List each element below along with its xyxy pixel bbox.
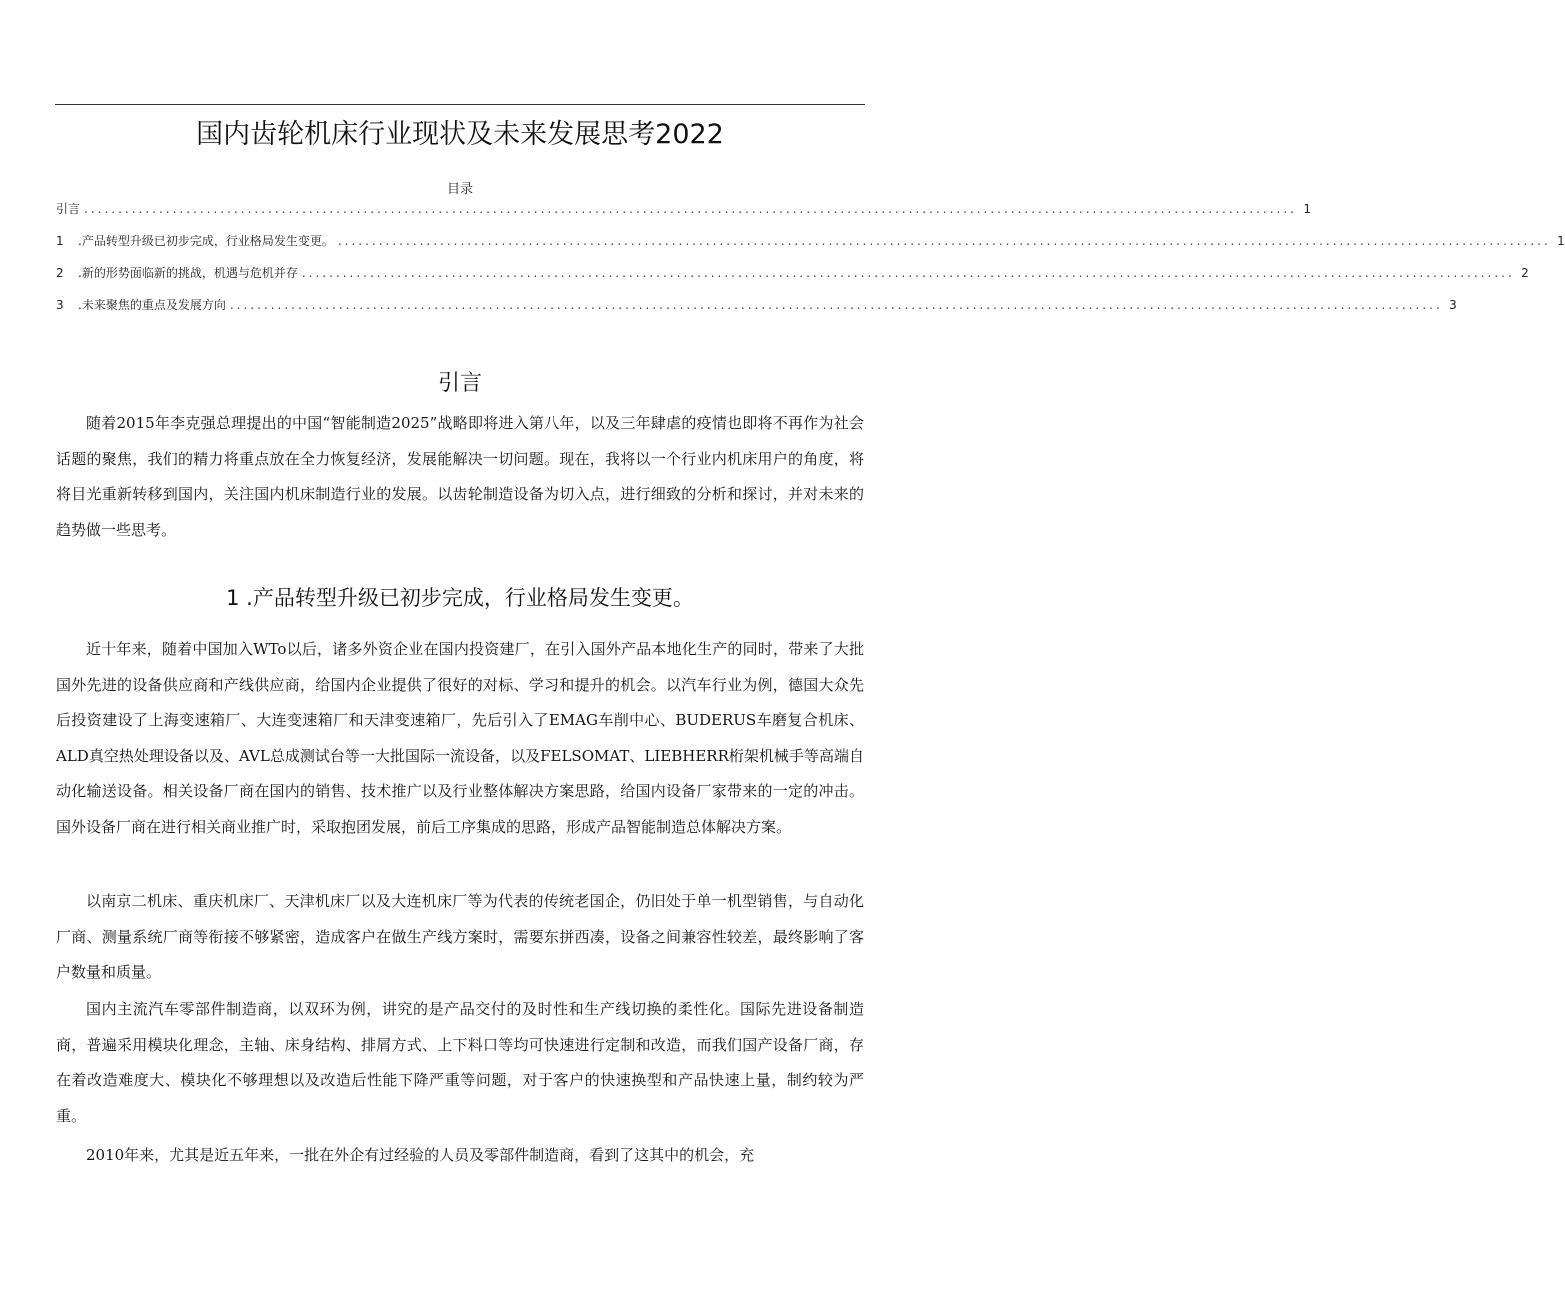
toc-entry-intro[interactable] (56, 200, 1311, 232)
toc-entry-page: 1 (1303, 202, 1311, 216)
section-1-paragraph-2: 以南京二机床、重庆机床厂、天津机床厂以及大连机床厂等为代表的传统老国企，仍旧处于单一机型销售，与自动化厂商、测量系统厂商等衔接不够紧密，造成客户在做生产线方案时，需要东拼西凑，设备之间兼容性较差，最终影响了客户数量和质量。 (56, 892, 864, 981)
toc-entry-1[interactable] (56, 232, 1565, 264)
table-of-contents (56, 200, 1565, 328)
toc-entry-number: 3 (56, 298, 64, 312)
toc-entry-page: 1 (1557, 234, 1565, 248)
intro-heading: 引言 (437, 371, 482, 396)
toc-entry-label: .产品转型升级已初步完成，行业格局发生变更。 (78, 234, 334, 248)
section-1-paragraph-3: 国内主流汽车零部件制造商，以双环为例，讲究的是产品交付的及时性和生产线切换的柔性化。国际先进设备制造商，普遍采用模块化理念，主轴、床身结构、排屑方式、上下料口等均可快速进行定制和改造，而我们国产设备厂商，存在着改造难度大、模块化不够理想以及改造后性能下降严重等问题，对于客户的快速换型和产品快速上量，制约较为严重。 (56, 1000, 864, 1125)
toc-entry-number: 2 (56, 266, 64, 280)
toc-entry-label: .新的形势面临新的挑战，机遇与危机并存 (78, 266, 298, 280)
toc-entry-number: 1 (56, 234, 64, 248)
toc-leader: .................................................................................................................................................................................. (229, 298, 1443, 312)
header-rule (55, 104, 865, 105)
section-1-paragraph-1: 近十年来，随着中国加入WTo以后，诸多外资企业在国内投资建厂，在引入国外产品本地化生产的同时，带来了大批国外先进的设备供应商和产线供应商，给国内企业提供了很好的对标、学习和提升的机会。以汽车行业为例，德国大众先后投资建设了上海变速箱厂、大连变速箱厂和天津变速箱厂，先后引入了EMAG车削中心、BUDERUS车磨复合机床、ALD真空热处理设备以及、AVL总成测试台等一大批国际一流设备，以及FELSOMAT、LIEBHERR桁架机械手等高端自动化输送设备。相关设备厂商在国内的销售、技术推广以及行业整体解决方案思路，给国内设备厂家带来的一定的冲击。国外设备厂商在进行相关商业推广时，采取抱团发展，前后工序集成的思路，形成产品智能制造总体解决方案。 (56, 640, 864, 836)
toc-entry-page: 2 (1521, 266, 1529, 280)
toc-entry-label: 引言 (56, 202, 81, 216)
toc-heading: 目录 (446, 182, 473, 197)
toc-entry-label: .未来聚焦的重点及发展方向 (78, 298, 226, 312)
section-1-heading: 1 .产品转型升级已初步完成，行业格局发生变更。 (226, 586, 694, 610)
toc-leader: .................................................................................................................................................................................. (301, 266, 1515, 280)
toc-leader: .................................................................................................................................................................................. (84, 202, 1297, 216)
document-title: 国内齿轮机床行业现状及未来发展思考2022 (196, 119, 724, 150)
section-1-paragraph-4: 2010年来，尤其是近五年来，一批在外企有过经验的人员及零部件制造商，看到了这其中的机会，充 (86, 1146, 755, 1164)
toc-entry-page: 3 (1449, 298, 1457, 312)
toc-leader: .................................................................................................................................................................................. (337, 234, 1551, 248)
intro-paragraph: 随着2015年李克强总理提出的中国“智能制造2025”战略即将进入第八年，以及三年肆虐的疫情也即将不再作为社会话题的聚焦，我们的精力将重点放在全力恢复经济，发展能解决一切问题。现在，我将以一个行业内机床用户的角度，将将目光重新转移到国内，关注国内机床制造行业的发展。以齿轮制造设备为切入点，进行细致的分析和探讨，并对未来的趋势做一些思考。 (56, 414, 864, 539)
toc-entry-2[interactable] (56, 264, 1529, 296)
toc-entry-3[interactable] (56, 296, 1457, 328)
